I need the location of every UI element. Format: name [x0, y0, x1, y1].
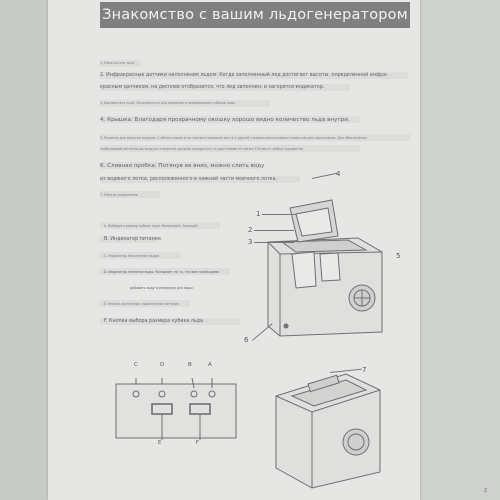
leader-1: [262, 214, 296, 215]
panel-item-b: B. Индикатор питания: [104, 237, 161, 242]
item-6: 6. Сливная пробка: Потянув ее вниз, можно слить воду: [100, 163, 265, 169]
panel-callout-d: D: [160, 362, 165, 368]
panel-callout-e: E: [158, 440, 162, 446]
callout-6: 6: [244, 336, 249, 344]
callout-7: 7: [362, 366, 367, 374]
panel-callout-f: F: [196, 440, 199, 446]
item-2: 2. Инфракрасные датчики наполнения льдом: Когда заполненный лед достигает высоты, определенной инфра-: [100, 73, 388, 78]
ice-maker-illustration: [240, 180, 410, 350]
item-6-cont: из водяного лотка, расположенного в нижней части моечного лотка.: [100, 177, 278, 182]
item-5: 5. Решетка для выпуска воздуха: С обеих сторон и на соответствующем месте с другой стороны расположены отверстия для циркуляции. Для обеспечения: [100, 136, 367, 140]
page-edge: [420, 0, 500, 500]
panel-item-f: F. Кнопка выбора размера кубика льда: [104, 319, 203, 324]
item-5-cont: необходимой вентиляции воздуха отверстия должны находиться на расстоянии не менее 150 мм от любых предметов.: [100, 147, 304, 151]
ice-maker-top-view-illustration: [262, 360, 392, 490]
item-3: 3. Корзина для льда: Используется для хранения и перемещения кубиков льда: [100, 101, 235, 105]
panel-callout-b: B: [188, 362, 192, 368]
callout-4: 4: [336, 170, 341, 178]
panel-item-d-cont: добавить воду в резервуар для воды: [130, 286, 193, 290]
panel-item-c: C. Индикатор заполнения льдом: [104, 254, 160, 258]
callout-1: 1: [256, 210, 261, 218]
item-4: 4. Крышка: Благодаря прозрачному окошку хорошо видно количество льда внутри.: [100, 117, 350, 123]
panel-item-a: A. Выберите размер кубика льда: Маленький, Большой: [104, 224, 198, 228]
panel-callout-a: A: [208, 362, 212, 368]
panel-item-d: D. Индикатор нехватки воды: Указывает на то, что вам необходимо: [104, 270, 220, 274]
panel-callout-c: C: [134, 362, 138, 368]
item-2-cont: красным датчиком, на дисплее отобразится, что лед заполнен, и загорится индикатор.: [100, 85, 325, 90]
callout-2: 2: [248, 226, 253, 234]
panel-item-e: E. Кнопка включения / выключения питания: [104, 302, 179, 306]
page-title: Знакомство с вашим льдогенератором: [100, 2, 410, 28]
callout-3: 3: [248, 238, 253, 246]
callout-5: 5: [396, 252, 401, 260]
item-1: 1. Лопатка для льда: [100, 61, 135, 65]
leader-3: [254, 242, 294, 243]
page-number: 2: [484, 488, 488, 494]
control-panel-diagram: [112, 378, 242, 448]
item-7: 7. Панель управления:: [100, 193, 139, 197]
leader-2: [254, 230, 294, 231]
